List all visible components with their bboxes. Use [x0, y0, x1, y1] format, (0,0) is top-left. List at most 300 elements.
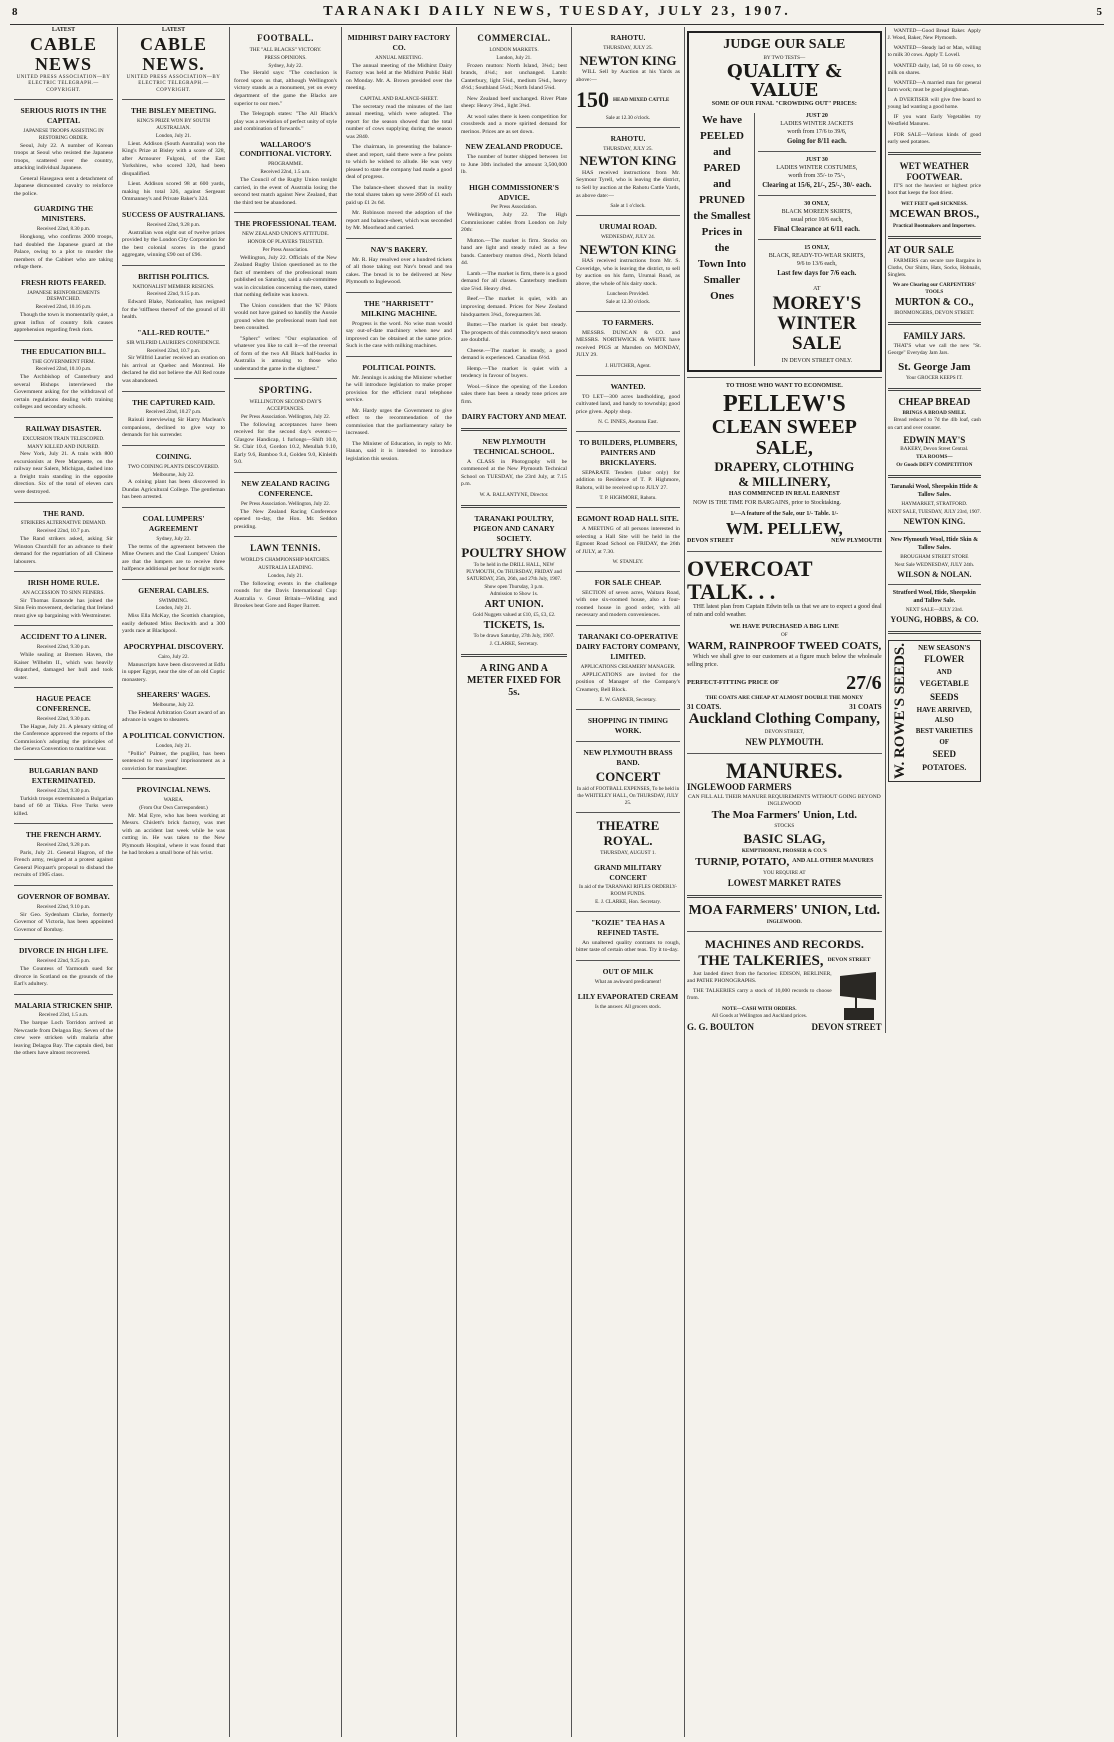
heading: DAIRY FACTORY AND MEAT. [461, 412, 567, 422]
slogan-word: Smaller Ones [703, 273, 741, 302]
heading: RAILWAY DISASTER. [25, 423, 102, 433]
crowding-out: SOME OF OUR FINAL "CROWDING OUT" PRICES: [711, 101, 857, 108]
our-sale: AT OUR SALE [887, 244, 954, 256]
item-price: Last few days for 7/6 each. [777, 268, 857, 277]
article-text: New York, July 21. A train with 800 excursionists at Pere Marquette, on the railway near Salem, Michigan, dashed into a freight train standing in the opposite direction. Six of the total of eleven cars were destroyed. [14, 451, 113, 495]
ad-text: To be drawn Saturday, 27th July, 1907. [473, 633, 555, 640]
heading: POLITICAL POINTS. [362, 362, 436, 372]
signature: N. C. INNES, Awatuna East. [598, 419, 658, 426]
article-text: New Zealand beef unchanged. River Plate sheep: Heavy 3¾d., light 3¾d. [461, 95, 567, 110]
ad-text: In aid of FOOTBALL EXPENSES, To be held in the WHITELEY HALL, On THURSDAY, JULY 25. [576, 786, 680, 806]
wet-text-2: WET FEET spell SICKNESS. [901, 200, 968, 207]
murton: MURTON & CO., [895, 296, 974, 308]
heading: NAV'S BAKERY. [370, 244, 428, 254]
article-text: Raisuli interviewing Sir Harry Maclean's companions, declined to give way to demands for his surrender. [122, 417, 225, 439]
heading: COMMERCIAL. [477, 33, 551, 43]
article-text: Butter.—The market is quiet but steady. The prospects of this commodity's next season are doubtful. [461, 322, 567, 344]
ad-side [888, 27, 981, 1033]
column-5 [457, 27, 572, 1737]
slogan-word: PRUNED [699, 194, 745, 207]
signature: E. J. CLARKE, Hon. Secretary. [595, 899, 661, 906]
item-price: Going for 8/11 each. [786, 137, 847, 146]
article-text: The chairman, in presenting the balance-sheet and report, said there were a few points to which he wished to allude. He was very pleased to state the company had made a good deal of progress. [346, 144, 452, 181]
article-text: The Archbishop of Canterbury and several Bishops interviewed the Government asking for the withdrawal of certain regulations dealing with training colleges and secondary schools. [14, 374, 113, 411]
signature: E. W. GARNER, Secretary. [599, 697, 657, 704]
cheap-bread: CHEAP BREAD [898, 396, 971, 408]
article-text: Wellington, July 22. Officials of the New Zealand Rugby Union questioned as to the fact of members of the professional team published on Saturday, said a sub-committee was in circulation concerning the men, stated that nothing definite was known. [234, 254, 337, 299]
newton-king-title: NEWTON KING [579, 241, 677, 257]
dateline: Received 22nd, 10.7 p.m. [36, 528, 91, 535]
heading: TARANAKI POULTRY, PIGEON AND CANARY SOCIETY. [473, 513, 555, 543]
subheading: WAREA. [163, 797, 184, 804]
left-slogan [693, 113, 751, 365]
rowe-word: ALSO [934, 716, 954, 725]
article-text: Seoul, July 22. A number of Korean troops at Seoul who resisted the Japanese troops, scattered over the country, attacking individual Japanese. [14, 142, 113, 172]
article-text: Lamb.—The market is firm, there is a good demand for all classes. Canterbury medium size 5¼d. Heavy 4¾d. [461, 270, 567, 292]
heading: GRAND MILITARY CONCERT [594, 862, 662, 882]
dateline: Sydney, July 22. [268, 62, 303, 69]
subheading: APPLICATIONS CREAMERY MANAGER. [580, 663, 676, 670]
article-text: A CLASS in Photography will be commenced at the New Plymouth Technical School on TUESDAY, the 23rd July, at 7.15 p.m. [461, 458, 567, 488]
signature: W. A. BALLANTYNE, Director. [479, 491, 549, 498]
subheading: SWIMMING. [158, 597, 189, 604]
dateline: Received 22nd, 9.30 p.m. [36, 716, 91, 723]
overcoat-heading-2: WARM, RAINPROOF TWEED COATS, [687, 639, 882, 652]
wanted-ad: WANTED—Steady lad or Man, willing to milk 30 cows. Apply T. Lovell. [887, 45, 981, 59]
ad-text: Sale at 12.30 o'clock. [605, 114, 651, 121]
item-qty: JUST 20 [805, 113, 828, 120]
morey-sale-ad [687, 31, 882, 372]
wm-loc: DEVON STREET [687, 537, 734, 544]
subheading: TWO COINING PLANTS DISCOVERED. [127, 463, 220, 470]
inglewood-text: CAN FILL ALL THEIR MANURE REQUIREMENTS WITHOUT GOING BEYOND INGLEWOOD [687, 793, 881, 807]
article-text: Though the town is momentarily quiet, a great influx of country folk causes apprehension regarding fresh riots. [14, 312, 113, 334]
wanted-ad: WANTED—Good Bread Baker. Apply J. Wood, Baker, New Plymouth. [887, 28, 981, 42]
subheading: LONDON MARKETS. [489, 46, 539, 53]
np-wool: New Plymouth Wool, Hide Skin & Tallow Sales. [890, 537, 979, 552]
subheading: HONOR OF PLAYERS TRUSTED. [247, 238, 324, 245]
dateline: Received 22nd, 10.27 p.m. [145, 409, 202, 416]
article-text: Mr. Jennings is asking the Minister whether he will introduce legislation to make proper provision for the efficient rural telephone service. [346, 374, 452, 404]
rowe-word: NEW SEASON'S [918, 643, 971, 652]
heading: A POLITICAL CONVICTION. [122, 730, 225, 740]
article-text: Frozen mutton: North Island, 3¾d.; best brands, 4¼d.; not unchanged. Lamb: Canterbury, light 5¼d., medium 5¾d., heavy 4½d.; Southland 5¼d.; North Island 5¼d. [461, 62, 567, 92]
heading: "KOZIE" TEA HAS A REFINED TASTE. [591, 918, 665, 937]
heading: SPORTING. [258, 385, 313, 396]
wanted-ad: WANTED—A married man for general farm work; must be good ploughman. [887, 79, 981, 93]
machines-records: MACHINES AND RECORDS. [704, 937, 864, 952]
kempthorne: KEMPTHORNE, PROSSER & CO.'S [741, 847, 827, 854]
next-sale: NEXT SALE, TUESDAY, JULY 23rd, 1907. [887, 508, 981, 515]
rowe-seeds-ad [888, 640, 981, 782]
talkeries-loc: DEVON STREET [827, 956, 871, 963]
article-text: Mr. Mal Eyre, who has been working at Messrs. Chislett's brick factory, was met with an accident last week while he was cutting in. He was taken to the New Plymouth Hospital, where it was found that he had broken a small bone of his wrist. [122, 812, 225, 857]
article-text: Edward Blake, Nationalist, has resigned for the 'stiffness thereof' of the ground of ill health. [122, 299, 225, 321]
ad-text: An unaltered quality contrasts to rough, bitter taste of certain other teas. Try it to-day. [576, 939, 680, 954]
subheading: NEW ZEALAND UNION'S ATTITUDE. [242, 231, 329, 238]
ad-main [687, 27, 886, 1033]
dateline: THURSDAY, JULY 25. [603, 145, 653, 152]
dateline: WEDNESDAY, JULY 24. [600, 233, 656, 240]
article-text: The secretary read the minutes of the last annual meeting, which were adopted. The report for the season showed that the total number of cows supplying during the season was 2840. [346, 103, 452, 140]
ad-text: In aid of the TARANAKI RIFLES ORDERLY-ROOM FUNDS. [578, 884, 678, 898]
moa-inglewood: INGLEWOOD. [766, 919, 802, 926]
subheading: WORLD'S CHAMPIONSHIP MATCHES. [240, 556, 331, 563]
article-text: Wellington, July 22. The High Commissioner cables from London on July 20th: [461, 212, 567, 234]
heading: SERIOUS RIOTS IN THE CAPITAL [20, 106, 107, 126]
ad-text: Is the answer. All grocers stock. [594, 1003, 662, 1010]
wet-text: IT'S not the heaviest or highest price boot that keeps the foot driest. [887, 183, 981, 197]
article-text: The following acceptances have been received for the second day's events:—Glasgow Handicap, 1 furlongs—Shift 10.0, St. Clair 10.4, Gordon 10.2, Metullah 9.10, Early 9.6, Bamboo 9.4, Golden 9.0, Kinleith 9.0. [234, 421, 337, 466]
heading: OUT OF MILK [602, 966, 654, 976]
article-text: The annual meeting of the Midhirst Dairy Factory was held at the Midhirst Public Hall on Monday. Mr. A. Brown presided over the meeting. [346, 62, 452, 92]
heading: THE BISLEY MEETING. [131, 106, 216, 116]
dateline: Melbourne, July 22. [152, 702, 195, 709]
coat-count: 31 COATS. [687, 703, 722, 712]
article-text: The Minister of Education, in reply to Mr. Hanan, said it is intended to introduce legislation this session. [346, 440, 452, 462]
subheading: PRESS OPINIONS. [264, 54, 307, 61]
column-3 [230, 27, 342, 1737]
subheading: PROGRAMME. [268, 161, 303, 168]
dateline: Received 22nd, 9.30 p.m. [36, 787, 91, 794]
dateline: THURSDAY, JULY 25. [603, 44, 653, 51]
pellew-title-2: CLEAN SWEEP SALE, [711, 415, 857, 459]
stocks-label: STOCKS [774, 823, 795, 830]
subheading: THE GOVERNMENT FIRM. [32, 358, 95, 365]
cable-news-title: CABLE NEWS. [139, 33, 207, 74]
folio-left: 8 [12, 6, 18, 18]
turnip-potato: TURNIP, POTATO, [695, 855, 790, 868]
dateline: London, July 21. [155, 132, 192, 139]
cable-sub: UNITED PRESS ASSOCIATION—BY ELECTRIC TELEGRAPH.—COPYRIGHT. [126, 74, 221, 93]
overcoat-heading: WE HAVE PURCHASED A BIG LINE [729, 622, 839, 630]
slogan-word: and [713, 146, 731, 159]
newspaper-columns [10, 27, 1105, 1737]
next-sale-2: Next Sale WEDNESDAY, JULY 24th. [894, 561, 975, 568]
article-text: The number of butter shipped between 1st to June 30th included the amount 3,500,000 lb. [461, 154, 567, 176]
heading: RAHOTU. [610, 33, 646, 42]
article-text: The Countess of Yarmouth sued for divorce in Scotland on the grounds of the Earl's adultery. [14, 966, 113, 988]
dateline: Received 23rd, 1.5 a.m. [38, 1012, 89, 1019]
heading: APOCRYPHAL DISCOVERY. [123, 641, 224, 651]
ad-text: A MEETING of all persons interested in selecting a Hall Site will be held in the Egmont Road School on FRIDAY, the 26th of JULY, at 7.30. [576, 526, 680, 555]
dateline: Received 22nd, 9.30 p.m. [36, 644, 91, 651]
article-text: Mr. Hardy urges the Government to give effect to the recommendation of the commission that the parliamentary salary be increased. [346, 407, 452, 437]
store-name-3: SALE [792, 332, 842, 354]
subheading: THE "ALL BLACKS" VICTORY. [249, 46, 322, 53]
mail-note: All Goods at Wellington and Auckland prices. [711, 1013, 808, 1020]
tea-rooms: TEA ROOMS— [916, 454, 953, 461]
item-worth: usual price 10/6 each, [790, 217, 843, 224]
article-text: Mr. R. Hay resolved over a hundred tickets of all those taking out Nav's bread and tea cakes. The bread is to be delivered at New Plymouth to Inglewood. [346, 256, 452, 286]
article-text: Sir Wilfrid Laurier received an ovation on his arrival at Quebec and Montreal. He declared he did not believe the All Red route was abandoned. [122, 355, 225, 384]
rowe-word: BEST VARIETIES [915, 727, 973, 736]
heading: MIDHIRST DAIRY FACTORY CO. [347, 33, 451, 52]
dateline: Received 22nd, 10.16 p.m. [35, 304, 92, 311]
item-qty: JUST 30 [805, 157, 828, 164]
masthead [10, 4, 1104, 25]
article-text: Lieut. Addison (South Australia) won the King's Prize at Bisley with a score of 328, after Armourer Fulgoni, of the East Yorkshires, who scored 320, had been disqualified. [122, 140, 225, 177]
heading: BRITISH POLITICS. [138, 271, 209, 281]
pellew-sub-3: HAS COMMENCED IN REAL EARNEST [728, 491, 840, 498]
heading: THE FRENCH ARMY. [25, 830, 102, 840]
heading: RAHOTU. [610, 133, 646, 143]
cable-news-title: CABLE NEWS [29, 33, 97, 74]
defy-competition: Or Goods DEFY COMPETITION [896, 462, 973, 469]
dateline: Received 22nd, 9.28 p.m. [36, 842, 91, 849]
judge-our-sale: JUDGE OUR SALE [723, 37, 846, 52]
jams-text: THAT'S what we call the new "St. George" Everyday Jam Jars. [887, 343, 981, 357]
dateline: (From Our Own Correspondent.) [139, 804, 208, 811]
murton-sub: IRONMONGERS, DEVON STREET. [894, 309, 975, 316]
overcoat-text-2: Which we shall give to our customers at a figure much below the wholesale selling price. [687, 654, 882, 669]
ad-text: MESSRS. DUNCAN & CO. and MESSRS. NORTHWICK & WHITE have received PIGS at Marsden on MONDAY, JULY 29. [576, 329, 680, 359]
heading: LAWN TENNIS. [250, 543, 321, 554]
item-name: BLACK, READY-TO-WEAR SKIRTS, [768, 253, 865, 260]
overcoat-title: OVERCOAT TALK. . . [687, 555, 813, 604]
heading: SHOPPING IN TIMING WORK. [587, 715, 669, 735]
column-1 [10, 27, 118, 1737]
you-require: YOU REQUIRE AT [763, 869, 806, 876]
article-text: Hongkong, who confirms 2000 troops, had doubled the Japanese guard at the Palace, owing to a plot to murder the members of the Cabinet who are taking refuge there. [14, 234, 113, 271]
wanted-ad: WANTED daily, lad, 50 to 60 cows, to milk on shares. [887, 62, 981, 76]
slogan-word: Town Into [697, 257, 747, 270]
subheading: KING'S PRIZE WON BY SOUTH AUSTRALIAN. [137, 118, 210, 132]
heading: FOOTBALL. [257, 33, 314, 43]
article-text: The New Zealand Racing Conference opened to-day, the Hon. Mr. Seddon presiding. [234, 508, 337, 530]
wool-loc: HAYMARKET, STRATFORD. [901, 500, 968, 507]
heading: URUMAI ROAD. [599, 221, 657, 231]
st-george-jam: St. George Jam [898, 360, 971, 373]
article-text: Sir Geo. Sydenham Clarke, formerly Governor of Victoria, has been appointed Governor of Bombay. [14, 911, 113, 933]
heading: BULGARIAN BAND EXTERMINATED. [29, 766, 98, 785]
heading: IRISH HOME RULE. [27, 578, 100, 588]
heading: HAGUE PEACE CONFERENCE. [36, 694, 91, 714]
family-jars: FAMILY JARS. [903, 331, 966, 342]
cattle-count: 150 [576, 87, 609, 113]
heading: COAL LUMPERS' AGREEMENT [142, 513, 205, 533]
auckland-loc-2: NEW PLYMOUTH. [745, 737, 824, 748]
ad-text: Show open Thursday, 3 p.m. [484, 583, 544, 590]
heading: NEW PLYMOUTH TECHNICAL SCHOOL. [473, 437, 555, 456]
heading: PROVINCIAL NEWS. [136, 785, 211, 795]
article-text: The barque Loch Torridon arrived at Newcastle from Delagoa Bay. Seven of the crew were stricken with malaria after leaving Delagoa Bay. The captain died, but the others have almost recovered. [14, 1020, 113, 1057]
heading: THE EDUCATION BILL. [21, 346, 106, 356]
dateline: Received 22nd, 9.15 p.m. [146, 291, 201, 298]
signature: W. STANLEY. [612, 559, 644, 566]
carpenter-tools: We are Clearing our CARPENTERS' TOOLS [892, 281, 976, 295]
heading: FOR SALE CHEAP. [594, 578, 662, 588]
heading: MALARIA STRICKEN SHIP. [14, 1000, 113, 1010]
wet-weather: WET WEATHER FOOTWEAR. [899, 160, 969, 182]
subheading: WELLINGTON SECOND DAY'S ACCEPTANCES. [249, 399, 322, 413]
subheading: SIR WILFRID LAURIER'S CONFIDENCE. [126, 339, 221, 346]
np-loc: BROUGHAM STREET STORE [900, 553, 969, 560]
dateline: Received 22nd, 9.28 p.m. [146, 221, 201, 228]
heading: THE RAND. [42, 508, 85, 518]
wm-pellew: WM. PELLEW, [725, 518, 843, 538]
slogan-word: We have [701, 114, 743, 127]
cable-sub-2: ELECTRIC TELEGRAPH.—COPYRIGHT. [28, 81, 99, 93]
heading: FRESH RIOTS FEARED. [21, 277, 106, 287]
dateline: London, July 21. [155, 605, 192, 612]
item-price: Clearing at 15/6, 21/-, 25/-, 30/- each. [762, 181, 872, 190]
dateline: Received 22nd, 10.7 p.m. [146, 347, 201, 354]
dateline: Melbourne, July 22. [152, 471, 195, 478]
coat-price: 27/6 [846, 671, 882, 694]
lowest-rates: LOWEST MARKET RATES [727, 877, 841, 888]
article-text: Progress is the word. No wise man would say out-of-date machinery when new and improved can be obtained at the same price. Such is the case with milking machines. [346, 320, 452, 350]
heading: WANTED. [610, 381, 646, 391]
dateline: London, July 21. [267, 572, 304, 579]
price-list [754, 113, 876, 365]
heading: NEW PLYMOUTH BRASS BAND. [583, 747, 673, 767]
heading: GUARDING THE MINISTERS. [33, 204, 94, 224]
cable-sub: UNITED PRESS ASSOCIATION—BY [16, 74, 111, 80]
moa-union: The Moa Farmers' Union, Ltd. [711, 809, 858, 822]
ad-text: SEPARATE Tenders (labor only) for addition to Residence of T. P. Highmore, Rahotu, will be received up to JULY 27. [576, 469, 680, 491]
concert-title: CONCERT [595, 769, 661, 785]
slogan-word: Prices in the [701, 225, 743, 254]
article-text: The following events in the challenge rounds for the Davis International Cup: Australia v. Great Britain—Wilding and Brookes beat Gore and Roper Barrett. [234, 580, 337, 610]
boulton: G. G. BOULTON [687, 1021, 755, 1032]
theatre-royal-title: THEATRE ROYAL. [596, 817, 660, 849]
slogan-word: the Smallest [693, 209, 751, 222]
heading: TO FARMERS. [602, 318, 654, 328]
pellew-table: 1/—A feature of the Sale, our 1/- Table. 1/- [730, 510, 839, 517]
edwin-may: EDWIN MAY'S [903, 434, 966, 445]
dateline: Per Press Association. [491, 204, 537, 211]
slogan-word: PEELED [699, 130, 744, 143]
signature: J. HUTCHER, Agent. [605, 362, 651, 369]
subheading: EXCURSION TRAIN TELESCOPED. [22, 435, 105, 442]
item-price: Final Clearance at 6/11 each. [773, 224, 860, 233]
item-qty: 30 ONLY, [804, 201, 830, 208]
heading: NEW ZEALAND PRODUCE. [465, 142, 563, 152]
basic-slag: BASIC SLAG, [743, 831, 826, 847]
ad-text: Sale at 12.30 o'clock. [605, 299, 651, 306]
article-text: Wool.—Since the opening of the London sales there has been a steady tone prices are firm. [461, 383, 567, 405]
overcoat-of: OF [781, 632, 788, 639]
young-hobbs: YOUNG, HOBBS, & CO. [890, 614, 979, 624]
masthead-title: TARANAKI DAILY NEWS, TUESDAY, JULY 23, 1907. [323, 4, 791, 19]
ad-text: HAS received instructions from Mr. Seymour Tyrell, who is leaving the district, to Sell by auction at the Rahotu Cattle Yards, as above date:— [576, 169, 680, 199]
article-text: Beef.—The market is quiet, with an improving demand. Prices for New Zealand hindquarters 3¾d., forequarters 3d. [461, 296, 567, 318]
heading: THE CAPTURED KAID. [132, 397, 215, 407]
heading: TO BUILDERS, PLUMBERS, PAINTERS AND BRICKLAYERS. [578, 438, 678, 467]
cattle-label: HEAD MIXED CATTLE [613, 97, 670, 104]
item-worth: worth from 35/- to 75/-, [788, 173, 846, 180]
heading: SUCCESS OF AUSTRALIANS. [122, 209, 225, 219]
stratford-wool: Stratford Wool, Hide, Sheepskin and Tallow Sale. [892, 590, 976, 605]
column-6 [572, 27, 685, 1737]
article-text: Mr. Robinson moved the adoption of the report and balance-sheet, which was seconded by Mr. Moorhead and carried. [346, 210, 452, 232]
article-text: Australian won eight out of twelve prizes provided by the London City Corporation for the best colonial scores in the grand aggregate, winning £90 out of £96. [122, 229, 225, 259]
article-text: Turkish troops exterminated a Bulgarian band of 60 at Tikka. Five Turks were killed. [14, 795, 113, 817]
ad-text: To be held in the DRILL HALL, NEW PLYMOUTH, On THURSDAY, FRIDAY and SATURDAY, 25th, 26th, and 27th July, 1907. [466, 562, 562, 582]
latest-label: LATEST [161, 27, 186, 33]
slogan-word: and [713, 178, 731, 191]
item-name: BLACK MOREEN SKIRTS, [781, 209, 853, 216]
article-text: A coining plant has been discovered in Dundas Agricultural College. The gentleman has been arrested. [122, 479, 225, 501]
pellew-title: PELLEW'S [722, 390, 846, 417]
newton-king-title: NEWTON KING [579, 52, 677, 68]
article-text: The Union considers that the 'K' Pilots would not have gained so handily the Aussie ground when the professional team had not been consulted. [234, 302, 337, 332]
rowe-word: POTATOES. [922, 762, 967, 772]
dateline: Per Press Association. Wellington, July 22. [240, 413, 331, 420]
ad-text: Luncheon Provided. [606, 291, 650, 298]
store-name-2: WINTER [777, 313, 857, 334]
heading: COINING. [155, 451, 192, 461]
mcewan: MCEWAN BROS., [889, 208, 980, 221]
other-manures: AND ALL OTHER MANURES [792, 858, 874, 865]
subheading: AN ACCESSION TO SINN FEINERS. [22, 590, 105, 597]
dateline: Cairo, July 22. [158, 653, 189, 660]
rowe-word: OF [939, 738, 950, 747]
latest-label: LATEST [51, 27, 76, 33]
subheading: STRIKERS ALTERNATIVE DEMAND. [20, 520, 107, 527]
manures-title: MANURES. [725, 757, 843, 783]
talkeries: THE TALKERIES, [698, 952, 824, 969]
store-name: MOREY'S [772, 293, 862, 315]
subheading: JAPANESE REINFORCEMENTS DESPATCHED. [27, 289, 100, 303]
our-sale-text: FARMERS can secure rare Bargains in Cloths, Our Shirts, Hats, Socks, Hobnails, Singlets. [887, 257, 981, 278]
wilson-nolan: WILSON & NOLAN. [897, 569, 972, 579]
column-7-advertising [685, 27, 983, 1737]
dateline: Per Press Association. Wellington, July 22. [240, 500, 331, 507]
wanted-ad: IF you want Early Vegetables try Westfield Manures. [887, 114, 981, 128]
ad-text: TO LET—300 acres landholding, good cultivated land, and handy to township; good price given. Apply shop. [576, 393, 680, 415]
dateline: London, July 21. [155, 742, 192, 749]
dateline: Sydney, July 22. [156, 535, 191, 542]
heading: NEW ZEALAND RACING CONFERENCE. [241, 478, 330, 498]
rowe-word: FLOWER [924, 654, 965, 665]
wm-loc-2: NEW PLYMOUTH [831, 537, 882, 544]
article-text: The Herald says: "The conclusion is forced upon us that, although Wellington's victory stands as a monument, yet on every department of the game the Blacks are superior to our men." [234, 70, 337, 107]
mcewan-sub: Practical Bootmakers and Importers. [892, 222, 976, 229]
rowe-word: HAVE ARRIVED, [916, 705, 972, 714]
bread-text: Bread reduced to 7d the 4lb loaf, cash on cart and over counter. [887, 417, 981, 431]
dateline: Received 22nd, 9.10 p.m. [36, 903, 91, 910]
subheading: ANNUAL MEETING. [375, 54, 423, 61]
heading: THE "HARRISETT" MILKING MACHINE. [361, 298, 437, 318]
rowe-word: AND [936, 668, 952, 677]
slogan-word: PARED [703, 162, 741, 175]
heading: HIGH COMMISSIONER'S ADVICE. [469, 182, 559, 202]
article-text: The balance-sheet showed that in reality the total shares taken up were 2890 of £1 each paid up £1 2s 6d. [346, 184, 452, 206]
at-label: AT [813, 286, 821, 293]
ad-text: What an awkward predicament! [594, 978, 662, 985]
wool-sales: Taranaki Wool, Sheepskin Hide & Tallow Sales. [890, 484, 979, 498]
subheading: NATIONALIST MEMBER RESIGNS. [132, 283, 215, 290]
next-sale-3: NEXT SALE—JULY 23rd. [905, 607, 963, 614]
article-text: Paris, July 21. General Hagron, of the French army, resigned at a protest against General Picquart's proposal to disband the recruits of 1905 class. [14, 849, 113, 879]
item-worth: worth from 17/6 to 39/6, [787, 129, 847, 136]
ad-text: HAS received instructions from Mr. S. Coveridge, who is leaving the district, to sell by auction on his farm, Urumai Road, as above, the whole of his dairy stock. [576, 258, 680, 287]
article-text: Sir Thomas Esmonde has joined the Sinn Fein movement, declaring that Ireland must give up bargaining with Westminster. [14, 597, 113, 619]
tickets-title: TICKETS, 1s. [483, 620, 545, 632]
article-text: The Federal Arbitration Court award of an advance in wages to shearers. [122, 709, 225, 724]
item-name: LADIES WINTER JACKETS [780, 121, 854, 128]
heading: LILY EVAPORATED CREAM [577, 991, 679, 1001]
dateline: Received 22nd, 1.5 a.m. [260, 169, 311, 176]
talkeries-text: Just landed direct from the factories: EDISON, BERLINER, and PATHE PHONOGRAPHS. [687, 970, 832, 984]
two-tests: BY TWO TESTS— [763, 54, 806, 61]
item-qty: 15 ONLY, [804, 245, 830, 252]
article-text: Miss Ella McKay, the Scottish champion, easily defeated Miss Beckwith and a 300 yards race at Blackpool. [122, 613, 225, 635]
column-4 [342, 27, 457, 1737]
ad-text: Gold Nuggets valued at £10, £5, £3, £2. [472, 612, 556, 619]
